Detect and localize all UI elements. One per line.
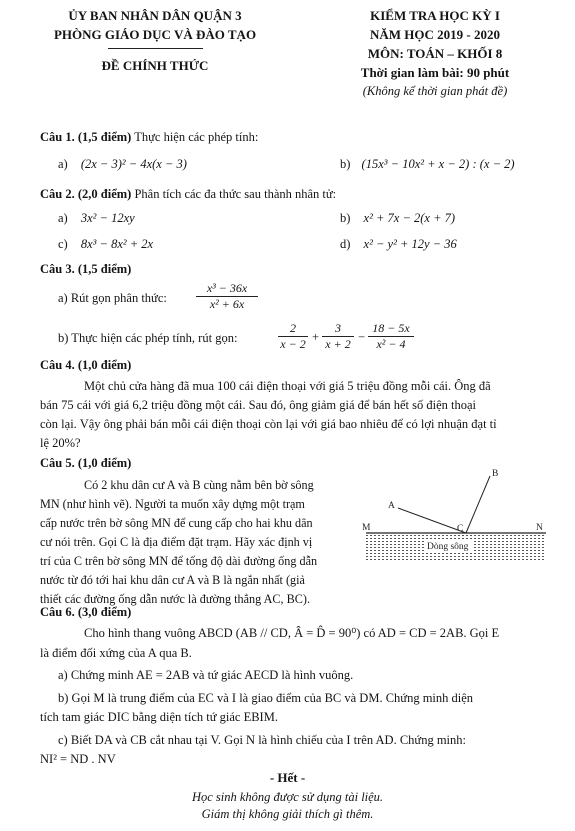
q2-a-label: a)	[58, 211, 68, 225]
question-5-title: Câu 5. (1,0 điểm)	[40, 456, 132, 470]
q4-line-1: Một chủ cửa hàng đã mua 100 cái điện thoại với giá 5 triệu đồng mỗi cái. Ông đã	[84, 379, 491, 393]
q1-b-expr: (15x³ − 10x² + x − 2) : (x − 2)	[361, 157, 515, 171]
q3-a-numerator: x³ − 36x	[196, 281, 258, 297]
q2-b-label: b)	[340, 211, 351, 225]
q3-b-op-2: −	[358, 330, 366, 344]
river-figure	[358, 462, 558, 582]
question-6-title: Câu 6. (3,0 điểm)	[40, 605, 132, 619]
q6-line-1: Cho hình thang vuông ABCD (AB // CD, Â = D̂ = 90⁰) có AD = CD = 2AB. Gọi E	[84, 626, 500, 640]
q5-line-4: cư nói trên. Gọi C là địa điểm đặt trạm. Hãy xác định vị	[40, 535, 313, 549]
header-right-line5: (Không kể thời gian phát đề)	[362, 84, 508, 98]
q6-line-2: là điểm đối xứng của A qua B.	[40, 645, 192, 660]
question-1-prompt: Thực hiện các phép tính:	[134, 130, 259, 144]
q2-d-expr: x² − y² + 12y − 36	[363, 237, 457, 251]
end-marker: - Hết -	[269, 770, 306, 785]
question-2-prompt: Phân tích các đa thức sau thành nhân tử:	[134, 187, 337, 201]
q3-a-text: a) Rút gọn phân thức:	[58, 291, 167, 305]
q6-part-c-line-1: c) Biết DA và CB cắt nhau tại V. Gọi N là hình chiếu của I trên AD. Chứng minh:	[58, 732, 466, 747]
q2-b	[340, 211, 455, 226]
q1-b-label: b)	[340, 157, 351, 171]
q4-line-3: còn lại. Vậy ông phải bán mỗi cái điện thoại còn lại với giá bao nhiêu để có lợi nhuận đạt tỉ	[40, 417, 497, 431]
q3-a-denominator: x² + 6x	[209, 297, 245, 311]
q1-a	[58, 157, 187, 172]
q6-part-b-line-2: tích tam giác DIC bằng diện tích tứ giác EBIM.	[40, 710, 278, 724]
q1-a-label: a)	[58, 157, 68, 171]
q3-b-f2-denominator: x + 2	[325, 337, 351, 351]
header-left-line2: PHÒNG GIÁO DỤC VÀ ĐÀO TẠO	[53, 27, 257, 42]
question-6-body	[40, 624, 555, 770]
q3-a-fraction	[196, 281, 258, 312]
question-2	[40, 187, 336, 202]
q5-line-1: Có 2 khu dân cư A và B cùng nằm bên bờ sông	[84, 478, 314, 492]
q6-part-a: a) Chứng minh AE = 2AB và tứ giác AECD là hình vuông.	[58, 668, 354, 682]
q2-a-expr: 3x² − 12xy	[80, 211, 135, 225]
header-right-line4: Thời gian làm bài: 90 phút	[360, 65, 510, 80]
q2-c-expr: 8x³ − 8x² + 2x	[80, 237, 154, 251]
q3-b-fraction-3	[368, 321, 414, 352]
q3-b-fraction-2	[322, 321, 354, 352]
q3-b-f3-numerator: 18 − 5x	[368, 321, 414, 337]
q3-b-text: b) Thực hiện các phép tính, rút gọn:	[58, 331, 238, 345]
q2-d	[340, 237, 457, 252]
question-4-title: Câu 4. (1,0 điểm)	[40, 358, 132, 372]
segment-bc	[466, 476, 490, 533]
header-right-line1: KIỂM TRA HỌC KỲ I	[370, 8, 500, 23]
q5-line-7: thiết các đường ống dẫn nước là đường thẳng AC, BC).	[40, 592, 310, 606]
q5-line-2: MN (như hình vẽ). Người ta muốn xây dựng một trạm	[40, 497, 305, 511]
q3-b-fraction-1	[278, 321, 308, 352]
point-m-label: M	[362, 523, 371, 533]
q2-c-label: c)	[58, 237, 68, 251]
river-label: Dòng sông	[427, 542, 469, 552]
q1-b	[340, 157, 515, 172]
footer-note-1: Học sinh không được sử dụng tài liệu.	[191, 790, 384, 804]
segment-ac	[398, 508, 466, 533]
q5-line-6: nước từ đó tới hai khu dân cư A và B là ngắn nhất (giả	[40, 573, 305, 587]
q6-part-c-line-2: NI² = ND . NV	[40, 752, 116, 766]
question-2-title: Câu 2. (2,0 điểm)	[40, 187, 132, 201]
question-1	[40, 130, 258, 145]
q3-b-f1-numerator: 2	[278, 321, 308, 337]
question-5-body	[40, 476, 360, 609]
header-divider	[108, 48, 203, 49]
q6-part-b-line-1: b) Gọi M là trung điểm của EC và I là giao điểm của BC và DM. Chứng minh diện	[58, 690, 474, 705]
q2-c	[58, 237, 153, 252]
q4-line-4: lệ 20%?	[40, 436, 81, 450]
q4-line-2: bán 75 cái với giá 6,2 triệu đồng một cái. Sau đó, ông giảm giá để bán hết số điện thoại	[40, 398, 477, 412]
q3-b-f2-numerator: 3	[322, 321, 354, 337]
question-3-title: Câu 3. (1,5 điểm)	[40, 262, 132, 276]
q3-b-op-1: +	[312, 330, 320, 344]
q2-b-expr: x² + 7x − 2(x + 7)	[363, 211, 456, 225]
point-a-label: A	[388, 501, 395, 511]
question-4-body	[40, 377, 555, 453]
header-right-line3: MÔN: TOÁN – KHỐI 8	[367, 46, 503, 61]
q3-b-f3-denominator: x² − 4	[376, 337, 406, 351]
official-label: ĐỀ CHÍNH THỨC	[101, 58, 209, 73]
point-n-label: N	[536, 523, 543, 533]
point-b-label: B	[492, 469, 499, 479]
q2-a	[58, 211, 135, 226]
header-right-line2: NĂM HỌC 2019 - 2020	[370, 27, 500, 42]
q1-a-expr: (2x − 3)² − 4x(x − 3)	[80, 157, 187, 171]
header-left-line1: ỦY BAN NHÂN DÂN QUẬN 3	[68, 8, 242, 23]
q2-d-label: d)	[340, 237, 351, 251]
q5-line-3: cấp nước trên bờ sông MN để cung cấp cho hai khu dân	[40, 516, 313, 530]
q3-b-f1-denominator: x − 2	[280, 337, 306, 351]
q5-line-5: trí của C trên bờ sông MN để tổng độ dài đường ống dẫn	[40, 554, 318, 568]
footer-note-2: Giám thị không giải thích gì thêm.	[201, 807, 374, 821]
question-1-title: Câu 1. (1,5 điểm)	[40, 130, 132, 144]
point-c-label: C	[457, 524, 464, 534]
